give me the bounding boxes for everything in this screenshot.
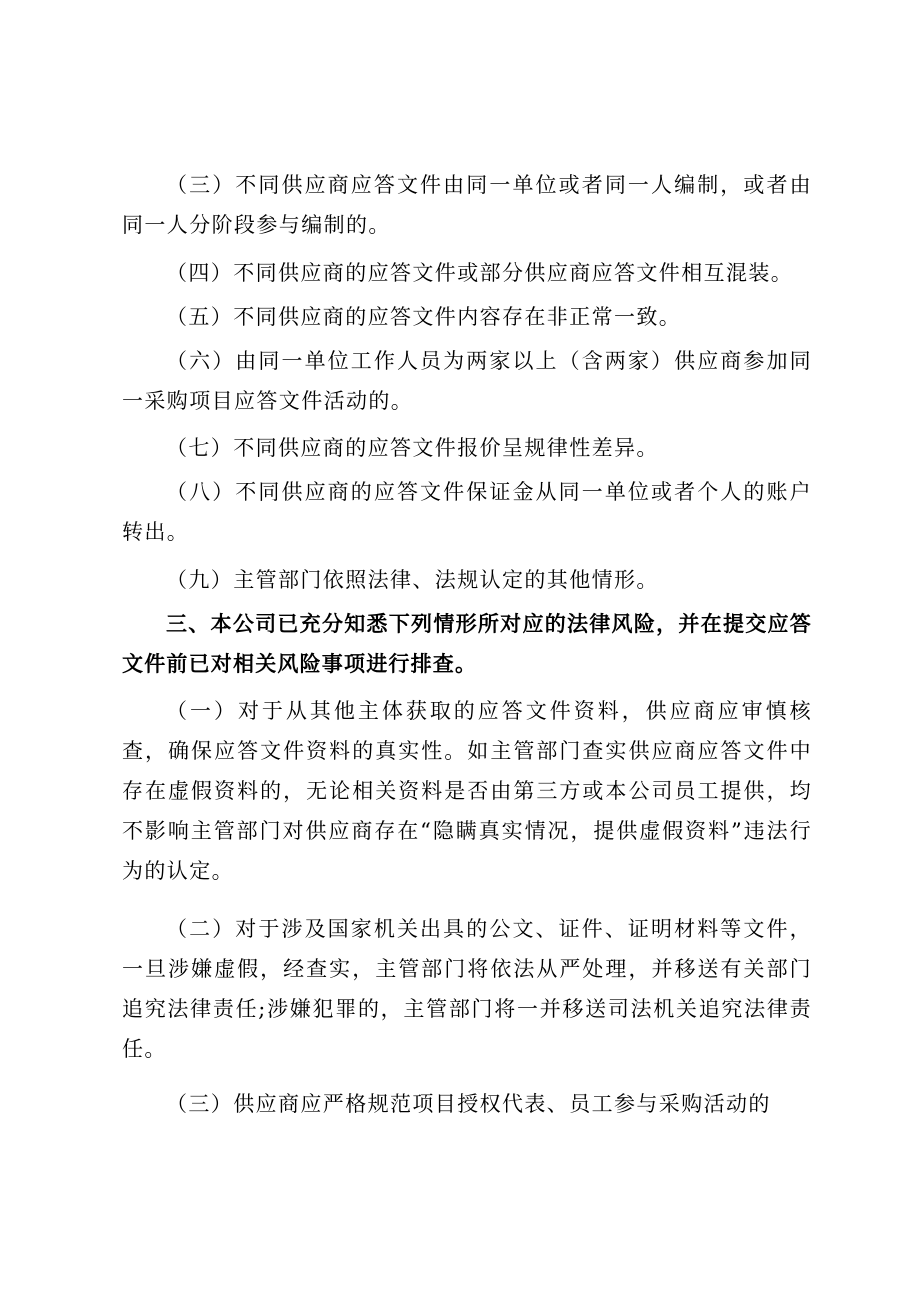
paragraph-item-5: （五）不同供应商的应答文件内容存在非正常一致。	[166, 305, 682, 329]
paragraph-risk-1: （一）对于从其他主体获取的应答文件资料，供应商应审慎核查，确保应答文件资料的真实性。如主管部门查实供应商应答文件中存在虚假资料的，无论相关资料是否由第三方或本公司员工提供，均不影响主管部门对供应商存在“隐瞒真实情况，提供虚假资料”违法行为的认定。	[122, 699, 812, 883]
paragraph-risk-3: （三）供应商应严格规范项目授权代表、员工参与采购活动的	[166, 1092, 771, 1116]
paragraph-item-7: （七）不同供应商的应答文件报价呈规律性差异。	[166, 436, 659, 460]
section-heading-3: 三、本公司已充分知悉下列情形所对应的法律风险，并在提交应答文件前已对相关风险事项进行排查。	[122, 611, 812, 676]
paragraph-item-9: （九）主管部门依照法律、法规认定的其他情形。	[166, 568, 659, 592]
paragraph-item-8: （八）不同供应商的应答文件保证金从同一单位或者个人的账户转出。	[122, 480, 812, 544]
paragraph-risk-2: （二）对于涉及国家机关出具的公文、证件、证明材料等文件，一旦涉嫌虚假，经查实，主管部门将依法从严处理，并移送有关部门追究法律责任;涉嫌犯罪的，主管部门将一并移送司法机关追究法律责任。	[122, 917, 812, 1061]
paragraph-item-3: （三）不同供应商应答文件由同一单位或者同一人编制，或者由同一人分阶段参与编制的。	[122, 173, 812, 237]
paragraph-item-6: （六）由同一单位工作人员为两家以上（含两家）供应商参加同一采购项目应答文件活动的。	[122, 349, 812, 413]
paragraph-item-4: （四）不同供应商的应答文件或部分供应商应答文件相互混装。	[166, 261, 794, 285]
